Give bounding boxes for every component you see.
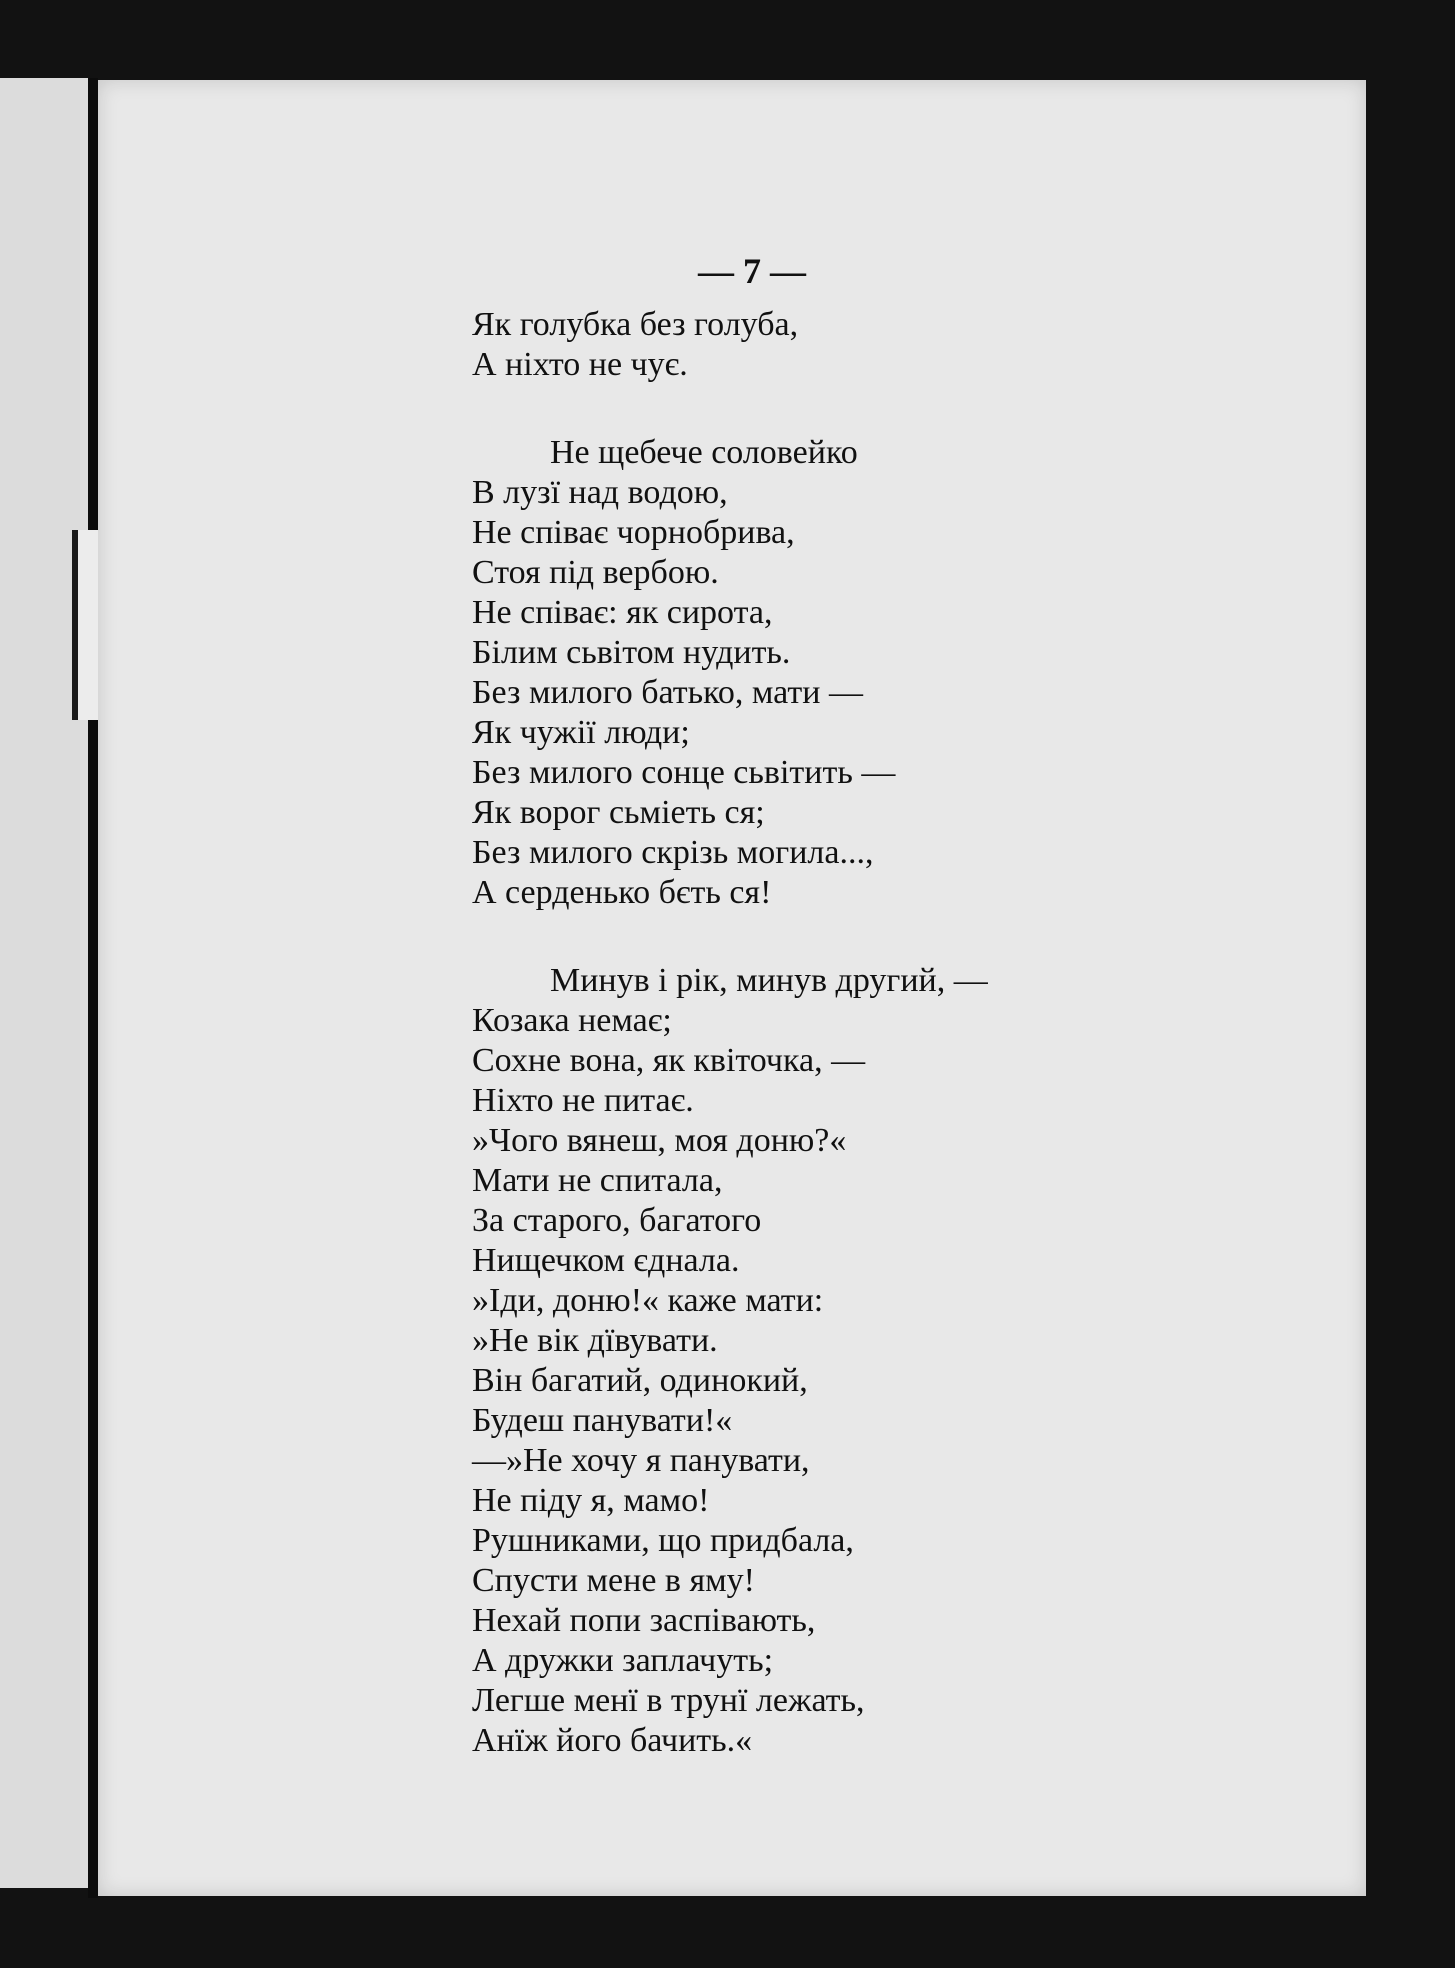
poem-line: Рушниками, що придбала,	[472, 1522, 854, 1559]
poem-line: Без милого скрізь могила...,	[472, 834, 874, 871]
poem-line: »Не вік дївувати.	[472, 1322, 718, 1359]
poem-line: Як ворог сьміеть ся;	[472, 794, 765, 831]
poem-line: Не співає чорнобрива,	[472, 514, 795, 551]
poem-line: »Іди, доню!« каже мати:	[472, 1282, 824, 1319]
page-number: — 7 —	[698, 251, 806, 291]
poem-line: Білим сьвітом нудить.	[472, 634, 791, 671]
poem-line: Як голубка без голуба,	[472, 306, 799, 343]
poem-line: А серденько бєть ся!	[472, 874, 772, 911]
book-gutter	[88, 78, 98, 1898]
stanza	[472, 305, 988, 385]
poem-line: Без милого сонце сьвітить —	[472, 754, 896, 791]
poem-text	[472, 305, 988, 1809]
poem-line: Сохне вона, як квіточка, —	[472, 1042, 866, 1079]
previous-page-edge	[0, 78, 92, 1888]
poem-line: Як чужії люди;	[472, 714, 690, 751]
poem-line: Не піду я, мамо!	[472, 1482, 710, 1519]
poem-line: Не співає: як сирота,	[472, 594, 773, 631]
poem-line: Будеш панувати!«	[472, 1402, 733, 1439]
poem-line: Він багатий, одинокий,	[472, 1362, 808, 1399]
poem-line: А дружки заплачуть;	[472, 1642, 774, 1679]
book-page	[98, 80, 1366, 1896]
poem-line: —»Не хочу я панувати,	[472, 1442, 810, 1479]
poem-line: Ніхто не питає.	[472, 1082, 694, 1119]
poem-line: Легше менї в трунї лежать,	[472, 1682, 865, 1719]
poem-line: Спусти мене в яму!	[472, 1562, 755, 1599]
poem-line: Не щебече соловейко	[550, 434, 858, 471]
poem-line: А ніхто не чує.	[472, 346, 688, 383]
poem-line: За старого, багатого	[472, 1202, 762, 1239]
poem-line: Стоя під вербою.	[472, 554, 719, 591]
poem-line: Козака немає;	[472, 1002, 672, 1039]
poem-line: Минув і рік, минув другий, —	[550, 962, 988, 999]
poem-line: »Чого вянеш, моя доню?«	[472, 1122, 847, 1159]
poem-line: В лузї над водою,	[472, 474, 728, 511]
poem-line: Без милого батько, мати —	[472, 674, 863, 711]
stanza	[472, 961, 988, 1761]
poem-line: Мати не спитала,	[472, 1162, 723, 1199]
poem-line: Анїж його бачить.«	[472, 1722, 753, 1759]
poem-line: Нищечком єднала.	[472, 1242, 740, 1279]
stanza	[472, 433, 988, 913]
poem-line: Нехай попи заспівають,	[472, 1602, 816, 1639]
